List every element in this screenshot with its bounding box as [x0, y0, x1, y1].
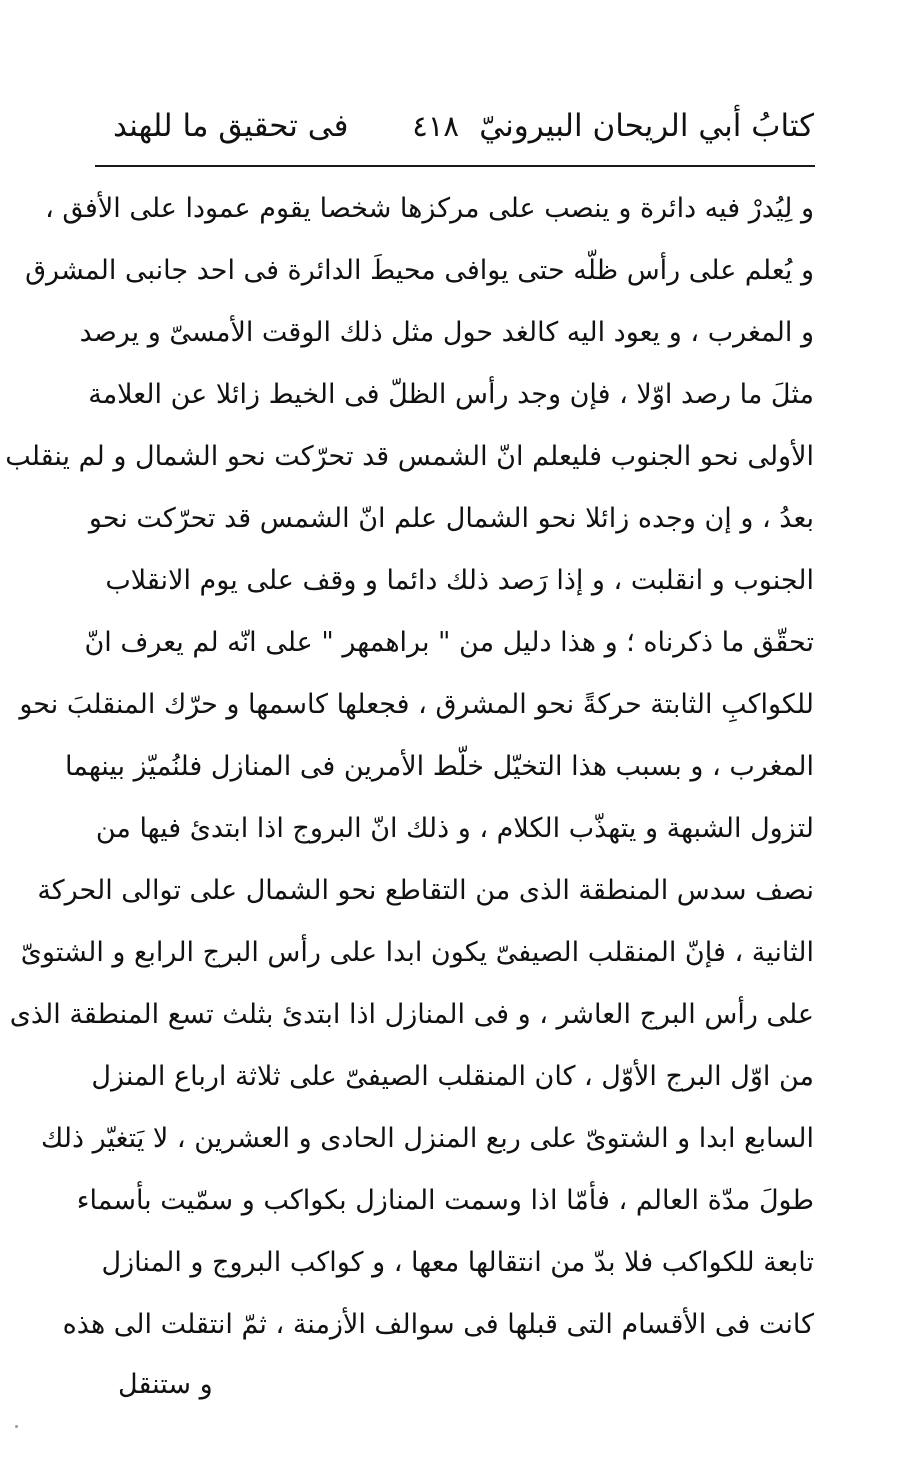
text-line: كانت فى الأقسام التى قبلها فى سوالف الأزمنة ، ثمّ انتقلت الى هذه	[62, 1309, 814, 1340]
running-header	[95, 98, 814, 158]
text-line: للكواكبِ الثابتة حركةً نحو المشرق ، فجعلها كاسمها و حرّك المنقلبَ نحو	[19, 689, 814, 720]
text-line: المغرب ، و بسبب هذا التخيّل خلّط الأمرين فى المنازل فلنُميّز بينهما	[64, 751, 814, 782]
text-line: لتزول الشبهة و يتهذّب الكلام ، و ذلك انّ البروج اذا ابتدئ فيها من	[95, 813, 814, 844]
text-line: و يُعلم على رأس ظلّه حتى يوافى محيطَ الدائرة فى احد جانبى المشرق	[25, 255, 814, 286]
catchword: و ستنقل	[118, 1369, 213, 1400]
header-rule	[95, 165, 815, 167]
text-line: الأولى نحو الجنوب فليعلم انّ الشمس قد تحرّكت نحو الشمال و لم ينقلب	[5, 441, 814, 472]
text-line: و المغرب ، و يعود اليه كالغد حول مثل ذلك الوقت الأمسىّ و يرصد	[79, 317, 814, 348]
text-line: من اوّل البرج الأوّل ، كان المنقلب الصيفىّ على ثلاثة ارباع المنزل	[91, 1061, 814, 1092]
text-line: السابع ابدا و الشتوىّ على ربع المنزل الحادى و العشرين ، لا يَتغيّر ذلك	[41, 1123, 814, 1154]
page-number: ٤١٨	[412, 109, 459, 143]
header-book-title: كتابُ أبي الريحان البيرونيّ	[479, 108, 814, 144]
body-text	[5, 178, 814, 1356]
text-line: بعدُ ، و إن وجده زائلا نحو الشمال علم انّ الشمس قد تحرّكت نحو	[88, 503, 814, 534]
text-line: تابعة للكواكب فلا بدّ من انتقالها معها ، و كواكب البروج و المنازل	[101, 1247, 814, 1278]
text-line: على رأس البرج العاشر ، و فى المنازل اذا ابتدئ بثلث تسع المنطقة الذى	[9, 999, 814, 1030]
paper-speck	[15, 1425, 18, 1428]
text-line: الثانية ، فإنّ المنقلب الصيفىّ يكون ابدا على رأس البرج الرابع و الشتوىّ	[20, 937, 814, 968]
text-line: نصف سدس المنطقة الذى من التقاطع نحو الشمال على توالى الحركة	[37, 875, 814, 906]
text-line: تحقّق ما ذكرناه ؛ و هذا دليل من " براهمهر " على انّه لم يعرف انّ	[84, 627, 814, 658]
header-book-subtitle: فى تحقيق ما للهند	[113, 108, 349, 144]
text-line: طولَ مدّة العالم ، فأمّا اذا وسمت المنازل بكواكب و سمّيت بأسماء	[76, 1185, 814, 1216]
text-line: و لِيُدرْ فيه دائرة و ينصب على مركزها شخصا يقوم عمودا على الأفق ،	[45, 193, 814, 224]
text-line: الجنوب و انقلبت ، و إذا رَصد ذلك دائما و وقف على يوم الانقلاب	[105, 565, 814, 596]
text-line: مثلَ ما رصد اوّلا ، فإن وجد رأس الظلّ فى الخيط زائلا عن العلامة	[88, 379, 814, 410]
